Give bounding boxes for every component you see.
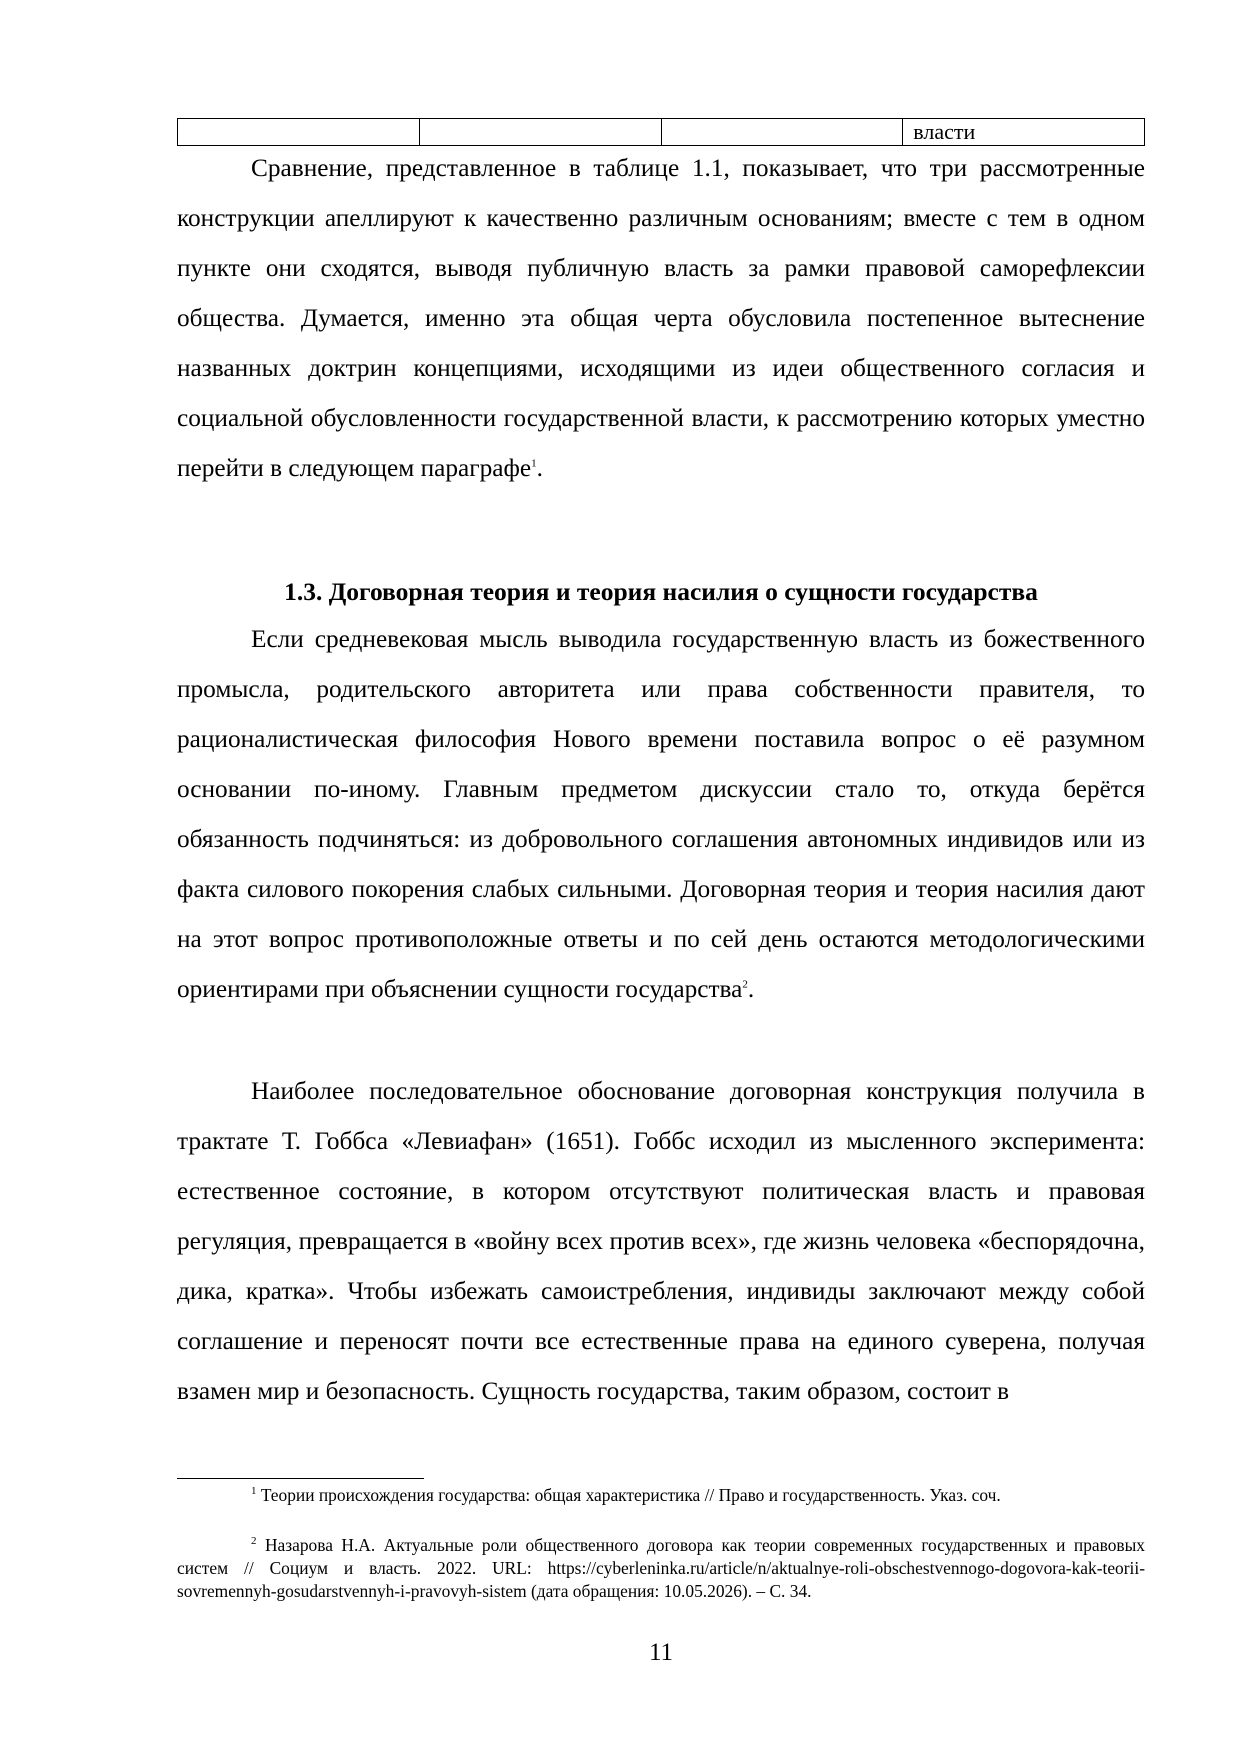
- footnote-ref: 2: [742, 978, 748, 991]
- table-cell: [178, 119, 420, 146]
- paragraph-text: Если средневековая мысль выводила государственную власть из божественного промысла, родительского авторитета или права собственности правителя, то рационалистическая философия Нового времени поставила вопрос о её разумном основании по-иному. Главным предметом дискуссии стало то, откуда берётся обязанность подчиняться: из добровольного соглашения автономных индивидов или из факта силового покорения слабых сильными. Договорная теория и теория насилия дают на этот вопрос противоположные ответы и по сей день остаются методологическими ориентирами при объяснении сущности государства: [177, 625, 1145, 1003]
- paragraph-comparison: [177, 143, 1145, 493]
- paragraph-text: Сравнение, представленное в таблице 1.1, показывает, что три рассмотренные конструкции апеллируют к качественно различным основаниям; вместе с тем в одном пункте они сходятся, выводя публичную власть за рамки правовой саморефлексии общества. Думается, именно эта общая черта обусловила постепенное вытеснение названных доктрин концепциями, исходящими из идеи общественного согласия и социальной обусловленности государственной власти, к рассмотрению которых уместно перейти в следующем параграфе: [177, 154, 1145, 482]
- footnote-separator: [177, 1478, 424, 1479]
- paragraph-text: Наиболее последовательное обоснование договорная конструкция получила в трактате Т. Гоббса «Левиафан» (1651). Гоббс исходил из мысленного эксперимента: естественное состояние, в котором отсутствуют политическая власть и правовая регуляция, превращается в «войну всех против всех», где жизнь человека «беспорядочна, дика, кратка». Чтобы избежать самоистребления, индивиды заключают между собой соглашение и переносят почти все естественные права на единого суверена, получая взамен мир и безопасность. Сущность государства, таким образом, состоит в: [177, 1077, 1145, 1405]
- footnote-ref: 1: [531, 457, 537, 470]
- table-cell: власти: [903, 119, 1145, 146]
- footnote-text: Назарова Н.А. Актуальные роли общественного договора как теории современных государственных и правовых систем // Социум и власть. 2022. URL: https://cyberleninka.ru/article/n/aktualnye-roli-obschestvennogo-dogovora-kak-teorii-sovremennyh-gosudarstvennyh-i-pravovyh-sistem (дата обращения: 10.05.2026). – С. 34.: [177, 1535, 1145, 1601]
- footnote-1: [177, 1484, 1145, 1507]
- footnote-number: 1: [251, 1485, 257, 1498]
- section-heading: 1.3. Договорная теория и теория насилия о сущности государства: [284, 577, 1038, 606]
- table-cell: [419, 119, 661, 146]
- table-cell: [661, 119, 903, 146]
- footnote-number: 2: [251, 1535, 257, 1548]
- table-row: [178, 119, 1145, 146]
- footnote-text: Теории происхождения государства: общая характеристика // Право и государственность. Указ. соч.: [256, 1485, 1001, 1505]
- paragraph-end: .: [536, 454, 543, 482]
- footnote-2: [177, 1534, 1145, 1603]
- page-number: 11: [648, 1639, 674, 1666]
- paragraph-intro: [177, 614, 1145, 1014]
- paragraph-end: .: [747, 975, 755, 1003]
- document-page: [177, 0, 1145, 1754]
- paragraph-hobbes: [177, 1066, 1145, 1416]
- table-fragment: [177, 118, 1145, 146]
